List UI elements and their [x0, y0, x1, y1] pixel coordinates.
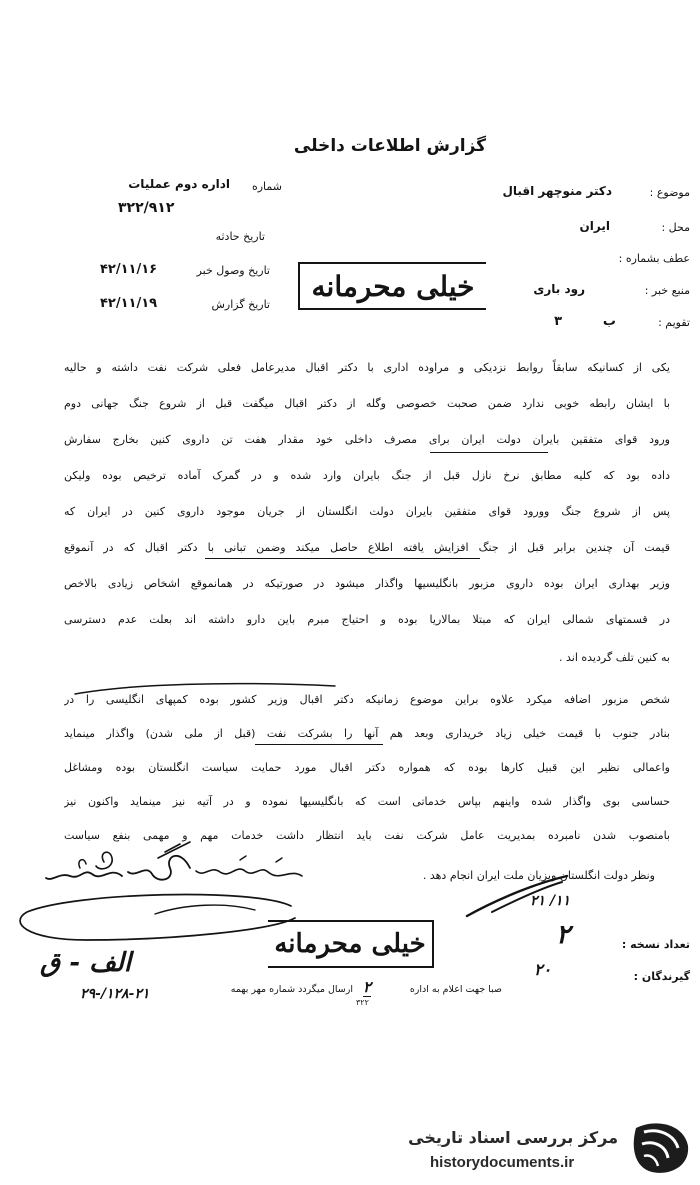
- body-line: واعمالی نظیر این قبیل کارها بوده که همواره دکتر اقبال مورد حمایت سیاست انگلستان بوده ومشاغل: [64, 761, 670, 774]
- classification-stamp: خیلی محرمانه: [298, 262, 486, 310]
- subject-value: دکتر منوچهر اقبال: [502, 184, 612, 198]
- copies-label: تعداد نسخه :: [621, 938, 690, 951]
- handwritten-underline: [205, 558, 480, 559]
- body-line: وزیر بهداری ایران بوده داروی مزبور بانگلیسیها واگذار میشود در صورتیکه در همانموقع اشخاص زیادی بالاخص: [64, 577, 670, 590]
- footer-organization-name: مرکز بررسی اسناد تاریخی: [408, 1128, 618, 1147]
- body-line: پس از شروع جنگ وورود قوای متفقین بایران دولت انگلستان از جریان موجود داروی کنین در ایران که: [64, 505, 670, 518]
- dispatch-note-end: ارسال میگردد شماره مهر بهمه: [230, 984, 353, 995]
- place-label: محل :: [661, 221, 690, 234]
- handwritten-date: ۲۱ /۱۱: [530, 893, 571, 909]
- body-line: بامنصوب شدن نامبرده بمدیریت عامل شرکت نفت باید انتظار داشت خدمات مهم و مهمی بنفع سیاست: [64, 829, 670, 842]
- signature-flourish: [5, 884, 300, 952]
- receipt-date: ۴۲/۱۱/۱۶: [100, 262, 158, 277]
- body-line: شخص مزبور اضافه میکرد علاوه براین موضوع زمانیکه دکتر اقبال وزیر کشور بوده کمپهای انگلیسی را در: [64, 693, 670, 706]
- handwritten-initials: الف - ق: [40, 948, 132, 978]
- dispatch-department: ۲: [363, 978, 372, 996]
- subject-label: موضوع :: [649, 186, 690, 199]
- report-date: ۴۲/۱۱/۱۹: [100, 296, 158, 311]
- reference-label: عطف بشماره :: [618, 252, 690, 265]
- recipients-count: ۲۰: [534, 960, 552, 979]
- body-line: حساسی بوی واگذار شده واینهم بپاس خدماتی است که بانگلیسیها نموده و در آتیه نیز مینماید واکنون نیز: [64, 795, 670, 808]
- copies-count: ۲: [556, 920, 570, 950]
- incident-date-label: تاریخ حادثه: [215, 230, 265, 243]
- number-label: شماره: [251, 180, 282, 193]
- body-line: بنادر جنوب با قیمت خیلی زیاد خریداری وبعد هم آنها را بشرکت نفت (قبل از ملی شدن) واگذار مینماید: [64, 727, 670, 740]
- body-line: داده بود که کلیه مطابق نرخ نازل قبل از جنگ بایران وارد شده و در گمرک آماده ترخیص بوده ولیکن: [64, 469, 670, 482]
- rating-letter: ب: [602, 314, 616, 329]
- body-line: با ایشان رابطه خوبی ندارد ضمن صحبت خصوصی وگله از دکتر اقبال میگفت قبل از شروع جنگ جهانی دوم: [64, 397, 670, 410]
- place-value: ایران: [579, 219, 610, 233]
- source-value: رود باری: [533, 282, 585, 296]
- report-date-label: تاریخ گزارش: [211, 298, 270, 311]
- body-line: ونظر دولت انگلستان وبزیان ملت ایران انجام دهد .: [422, 869, 655, 882]
- archive-logo-icon: [626, 1116, 692, 1178]
- body-line: قیمت آن چندین برابر قبل از جنگ افزایش یافته اطلاع حاصل میکند وضمن تبانی با دکتر اقبال که در آنموقع: [64, 541, 670, 554]
- dispatch-note-start: صبا جهت اعلام به اداره: [409, 984, 502, 995]
- body-line: یکی از کسانیکه سابقاً روابط نزدیکی و مراوده اداری با دکتر اقبال مدیرعامل فعلی شرکت نفت داشته و حالیه: [64, 361, 670, 374]
- recipients-label: گیرندگان :: [633, 970, 690, 983]
- handwritten-underline: [70, 678, 340, 698]
- document-number: ۳۲۲/۹۱۲: [118, 200, 175, 216]
- handwritten-underline: [430, 452, 548, 453]
- report-title: گزارش اطلاعات داخلی: [293, 136, 487, 156]
- handwritten-underline: [255, 744, 383, 745]
- classification-stamp-bottom: خیلی محرمانه: [268, 920, 434, 968]
- rating-label: تقویم :: [658, 316, 690, 329]
- department-name: اداره دوم عملیات: [128, 177, 230, 191]
- receipt-date-label: تاریخ وصول خبر: [196, 264, 270, 277]
- body-line: در قسمتهای شمالی ایران که مبتلا بمالاریا بوده و احتیاج مبرم باین دارو داشته اند بعلت عدم دسترسی: [64, 613, 670, 626]
- body-line: ورود قوای متفقین بایران دولت ایران برای مصرف داخلی خود مقدار هفت تن داروی کنین بخارج سفارش: [64, 433, 670, 446]
- rating-number: ۳: [554, 314, 562, 329]
- archive-number: ۲۹-/۱۲۸-۲۱: [80, 986, 150, 1002]
- footer-website: historydocuments.ir: [430, 1154, 575, 1171]
- dispatch-reference: ۳۲۲: [356, 998, 369, 1007]
- body-line: به کنین تلف گردیده اند .: [559, 651, 670, 664]
- source-label: منبع خبر :: [644, 284, 690, 297]
